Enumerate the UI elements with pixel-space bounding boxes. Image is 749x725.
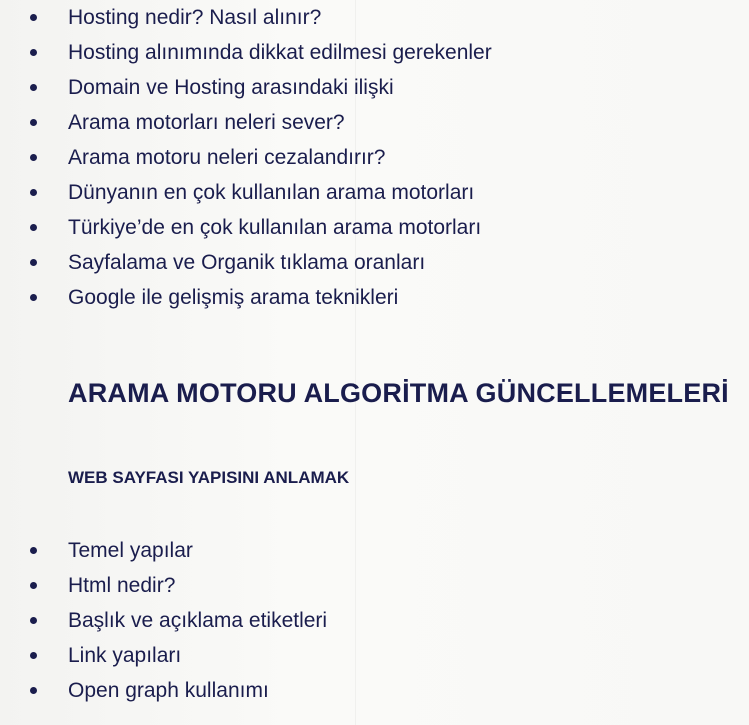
list-item-text: Başlık ve açıklama etiketleri: [68, 609, 328, 632]
bullet-icon: [30, 224, 37, 231]
list-item-text: Link yapıları: [68, 644, 182, 667]
bullet-icon: [30, 14, 37, 21]
list-item-text: Dünyanın en çok kullanılan arama motorları: [68, 181, 475, 204]
list-item-text: Hosting alınımında dikkat edilmesi gerekenler: [68, 41, 492, 64]
bullet-icon: [30, 259, 37, 266]
bullet-icon: [30, 154, 37, 161]
list-item-text: Open graph kullanımı: [68, 679, 269, 702]
bullet-icon: [30, 84, 37, 91]
bullet-icon: [30, 119, 37, 126]
bullet-icon: [30, 582, 37, 589]
list-item-text: Google ile gelişmiş arama teknikleri: [68, 286, 399, 309]
bullet-icon: [30, 294, 37, 301]
list-item-text: Arama motorları neleri sever?: [68, 111, 345, 134]
list-item-text: Sayfalama ve Organik tıklama oranları: [68, 251, 426, 274]
list-item-text: Hosting nedir? Nasıl alınır?: [68, 6, 322, 29]
bullet-icon: [30, 617, 37, 624]
bullet-icon: [30, 49, 37, 56]
list-item-text: Türkiye’de en çok kullanılan arama motorları: [68, 216, 482, 239]
bullet-icon: [30, 652, 37, 659]
bullet-icon: [30, 687, 37, 694]
bullet-icon: [30, 547, 37, 554]
list-item-text: Arama motoru neleri cezalandırır?: [68, 146, 386, 169]
bullet-icon: [30, 189, 37, 196]
list-item-text: Html nedir?: [68, 574, 176, 597]
section-subheading-web-page-structure: WEB SAYFASI YAPISINI ANLAMAK: [68, 468, 350, 487]
list-item-text: Temel yapılar: [68, 539, 193, 562]
section-heading-algorithm-updates: ARAMA MOTORU ALGORİTMA GÜNCELLEMELERİ: [68, 378, 729, 408]
paper-fold-line: [355, 0, 356, 725]
list-item-text: Domain ve Hosting arasındaki ilişki: [68, 76, 394, 99]
